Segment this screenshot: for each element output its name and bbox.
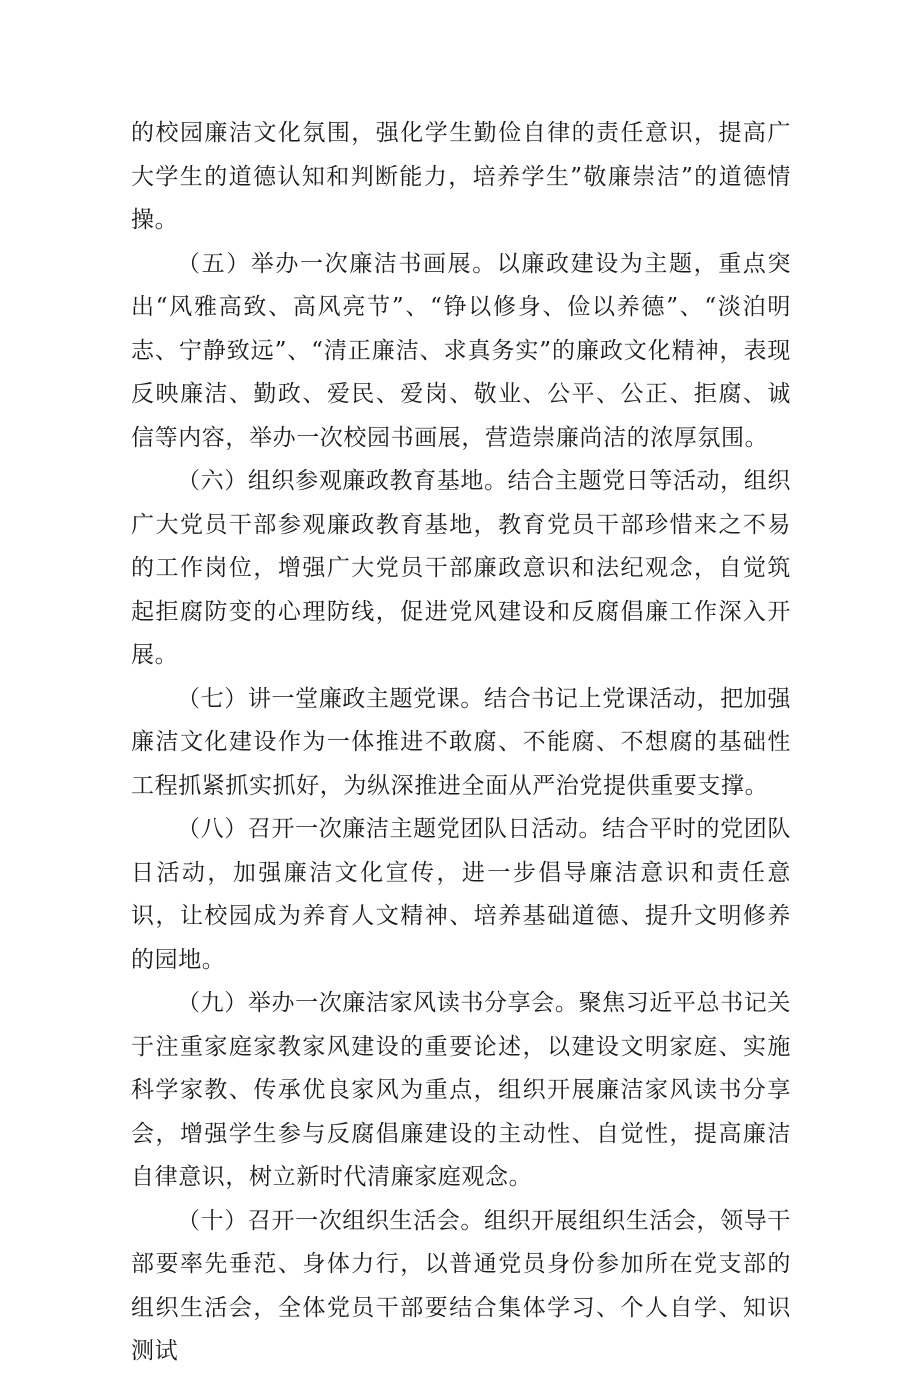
document-body [131, 112, 791, 1374]
paragraph-item-7: （七）讲一堂廉政主题党课。结合书记上党课活动，把加强廉洁文化建设作为一体推进不敢腐、不能腐、不想腐的基础性工程抓紧抓实抓好，为纵深推进全面从严治党提供重要支撑。 [131, 685, 791, 799]
paragraph-item-8: （八）召开一次廉洁主题党团队日活动。结合平时的党团队日活动，加强廉洁文化宣传，进一步倡导廉洁意识和责任意识，让校园成为养育人文精神、培养基础道德、提升文明修养的园地。 [131, 816, 791, 973]
paragraph-item-10: （十）召开一次组织生活会。组织开展组织生活会，领导干部要率先垂范、身体力行，以普通党员身份参加所在党支部的组织生活会，全体党员干部要结合集体学习、个人自学、知识测试 [131, 1207, 791, 1364]
paragraph-item-6: （六）组织参观廉政教育基地。结合主题党日等活动，组织广大党员干部参观廉政教育基地，教育党员干部珍惜来之不易的工作岗位，增强广大党员干部廉政意识和法纪观念，自觉筑起拒腐防变的心理防线，促进党风建设和反腐倡廉工作深入开展。 [131, 468, 791, 668]
paragraph-item-5: （五）举办一次廉洁书画展。以廉政建设为主题，重点突出“风雅高致、高风亮节”、“铮以修身、俭以养德”、“淡泊明志、宁静致远”、“清正廉洁、求真务实”的廉政文化精神，表现反映廉洁、勤政、爱民、爱岗、敬业、公平、公正、拒腐、诚信等内容，举办一次校园书画展，营造崇廉尚洁的浓厚氛围。 [131, 250, 791, 451]
paragraph-item-9: （九）举办一次廉洁家风读书分享会。聚焦习近平总书记关于注重家庭家教家风建设的重要论述，以建设文明家庭、实施科学家教、传承优良家风为重点，组织开展廉洁家风读书分享会，增强学生参与反腐倡廉建设的主动性、自觉性，提高廉洁自律意识，树立新时代清廉家庭观念。 [131, 990, 791, 1190]
paragraph-continuation: 的校园廉洁文化氛围，强化学生勤俭自律的责任意识，提高广大学生的道德认知和判断能力，培养学生”敬廉崇洁”的道德情操。 [131, 120, 791, 233]
